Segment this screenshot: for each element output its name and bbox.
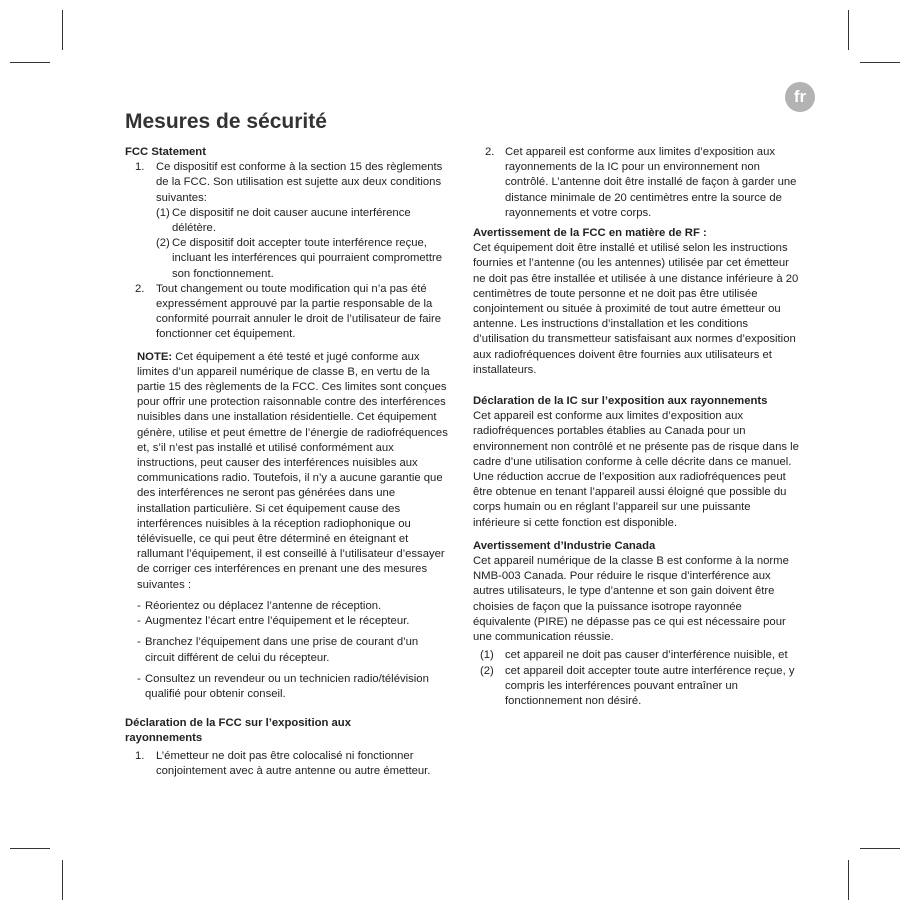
list-item: 1. Ce dispositif est conforme à la section 15 des règlements de la FCC. Son utilisation est sujette aux deux conditions suivantes: [135,161,443,204]
list-item: 1. L’émetteur ne doit pas être colocalisé ni fonctionner conjointement avec à autre antenne ou autre émetteur. [135,749,431,777]
exposure-heading: Déclaration de la FCC sur l’exposition aux rayonnements [125,717,351,745]
list-item: - Branchez l’équipement dans une prise de courant d’un circuit différent de celui du récepteur. [137,636,419,664]
crop-mark [62,860,63,900]
crop-mark [10,62,50,63]
rf-warning-text: Cet équipement doit être installé et utilisé selon les instructions fournies et l’antenne (ou les antennes) utilisée par cet émetteur ne doit pas être installée et utilisée à une distance inférieure à 20 centimètres de toute personne et ne doit pas être utilisée conjointement ou située à proximité de tout autre émetteur ou antenne. Les instructions d’installation et les conditions d’utilisation du transmetteur satisfaisant aux normes d’exposition aux radiofréquences doivent être fournies aux utilisateurs et installateurs. [473,242,799,376]
crop-mark [62,10,63,50]
list-item: (1) cet appareil ne doit pas causer d’interférence nuisible, et [480,649,788,662]
crop-mark [848,860,849,900]
crop-mark [860,62,900,63]
page-title: Mesures de sécurité [125,110,327,133]
left-column [125,145,450,779]
list-item: - Réorientez ou déplacez l’antenne de réception. [137,599,382,612]
rf-warning-heading: Avertissement de la FCC en matière de RF : [473,227,707,240]
note-paragraph: NOTE: Cet équipement a été testé et jugé conforme aux limites d’un appareil numérique de classe B, en vertu de la partie 15 des règlements de la FCC. Ces limites sont conçues pour offrir une protection raisonnable contre des interférences nuisibles dans une installation résidentielle. Cet équipement génère, utilise et peut émettre de l’énergie de radiofréquences et, s’il n’est pas installé et utilisé conformément aux instructions, peut causer des interférences nuisibles aux communications radio. Toutefois, il n’y a aucune garantie que des interférences ne seront pas générées dans une installation particulière. Si cet équipement cause des interférences nuisibles à la réception radiophonique ou télévisuelle, ce qui peut être déterminé en éteignant et rallumant l’équipement, il est conseillé à l’utilisateur d’essayer de corriger ces interférences en prenant une des mesures suivantes : [137,350,448,591]
language-badge: fr [785,82,815,112]
ic-exposure-heading: Déclaration de la IC sur l’exposition aux rayonnements [473,395,768,408]
ic-exposure-text: Cet appareil est conforme aux limites d’exposition aux radiofréquences portables établies au Canada pour un environnement non contrôlé et ne présente pas de risque dans le cadre d’une utilisation conforme à celle décrite dans ce manuel. Une réduction accrue de l’exposition aux radiofréquences peut être obtenue en tenant l’appareil aussi éloigné que possible du corps humain ou en réglant l’appareil sur une puissante inférieure si cette fonction est disponible. [473,410,799,529]
list-item: 2. Cet appareil est conforme aux limites d’exposition aux rayonnements de la IC pour un environnement non contrôlé. L’antenne doit être installé de façon à garder une distance minimale de 20 centimètres entre la source de rayonnements et votre corps. [485,146,797,219]
industry-canada-text: Cet appareil numérique de la classe B est conforme à la norme NMB-003 Canada. Pour réduire le risque d’interférence aux autres utilisateurs, le type d’antenne et son gain doivent être choisies de façon que la puissance isotrope rayonnée équivalente (PIRE) ne dépasse pas ce qui est nécessaire pour une communication réussie. [473,555,789,644]
crop-mark [860,848,900,849]
fcc-statement-heading: FCC Statement [125,146,206,158]
industry-canada-heading: Avertissement d’Industrie Canada [473,539,656,552]
sub-list-item: (2) Ce dispositif doit accepter toute interférence reçue, incluant les interférences qui pourraient compromettre son fonctionnement. [156,237,443,280]
sub-list-item: (1) Ce dispositif ne doit causer aucune interférence délétère. [156,206,411,235]
list-item: - Augmentez l’écart entre l’équipement et le récepteur. [137,615,410,628]
list-item: (2) cet appareil doit accepter toute autre interférence reçue, y compris les interférences pouvant entraîner un fonctionnement non désiré. [480,664,795,707]
list-item: 2. Tout changement ou toute modification qui n’a pas été expressément approuvé par la partie responsable de la conformité pourrait annuler le droit de l’utilisateur de faire fonctionner cet équipement. [135,282,442,341]
crop-mark [10,848,50,849]
list-item: - Consultez un revendeur ou un technicien radio/télévision qualifié pour obtenir conseil. [137,672,429,700]
crop-mark [848,10,849,50]
right-column [473,145,799,709]
